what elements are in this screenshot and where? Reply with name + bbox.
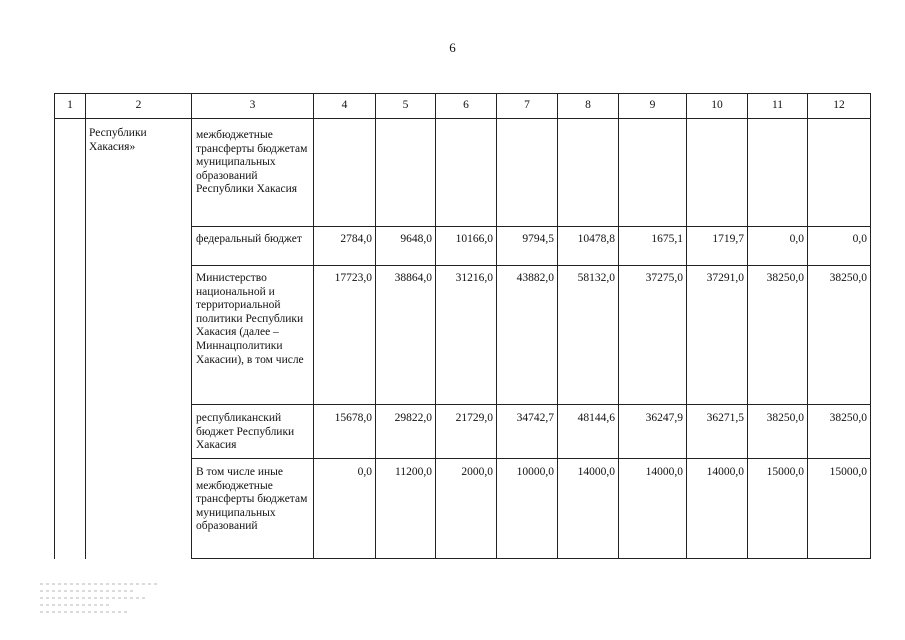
value-cell: 15000,0 [808,459,871,559]
value-cell: 38250,0 [748,266,808,405]
value-cell: 38864,0 [376,266,436,405]
header-cell: 10 [687,94,748,119]
value-cell [436,119,497,227]
value-cell: 2000,0 [436,459,497,559]
header-cell: 1 [55,94,86,119]
row-label: В том числе иные межбюджетные трансферты бюджетам муниципальных образований [192,459,314,559]
value-cell: 10166,0 [436,227,497,266]
value-cell: 43882,0 [497,266,558,405]
header-row [55,94,871,119]
value-cell: 31216,0 [436,266,497,405]
row-label: Министерство национальной и территориальной политики Республики Хакасия (далее – Миннацполитики Хакасии), в том числе [192,266,314,405]
value-cell: 36247,9 [619,405,687,459]
value-cell [314,119,376,227]
value-cell: 1719,7 [687,227,748,266]
region-cell: Республики Хакасия» [86,119,192,559]
value-cell: 34742,7 [497,405,558,459]
budget-table [54,93,871,559]
value-cell [808,119,871,227]
value-cell: 2784,0 [314,227,376,266]
value-cell: 36271,5 [687,405,748,459]
header-cell: 8 [558,94,619,119]
header-cell: 6 [436,94,497,119]
header-cell: 4 [314,94,376,119]
row-label: республиканский бюджет Республики Хакасия [192,405,314,459]
value-cell: 38250,0 [748,405,808,459]
value-cell: 38250,0 [808,405,871,459]
value-cell: 10478,8 [558,227,619,266]
value-cell: 17723,0 [314,266,376,405]
value-cell: 1675,1 [619,227,687,266]
header-cell: 9 [619,94,687,119]
header-cell: 5 [376,94,436,119]
value-cell [497,119,558,227]
value-cell: 48144,6 [558,405,619,459]
value-cell: 37275,0 [619,266,687,405]
value-cell: 0,0 [748,227,808,266]
value-cell: 14000,0 [687,459,748,559]
value-cell: 9648,0 [376,227,436,266]
number-cell [55,119,86,559]
row-label: межбюджетные трансферты бюджетам муниципальных образований Республики Хакасия [192,119,314,227]
faded-stamp-icon [40,578,158,622]
value-cell [748,119,808,227]
page-number: 6 [449,40,456,55]
value-cell: 21729,0 [436,405,497,459]
value-cell: 0,0 [314,459,376,559]
value-cell: 37291,0 [687,266,748,405]
value-cell: 15000,0 [748,459,808,559]
value-cell: 11200,0 [376,459,436,559]
value-cell [687,119,748,227]
value-cell: 14000,0 [558,459,619,559]
value-cell: 14000,0 [619,459,687,559]
value-cell: 9794,5 [497,227,558,266]
header-cell: 2 [86,94,192,119]
value-cell: 58132,0 [558,266,619,405]
value-cell: 0,0 [808,227,871,266]
value-cell: 38250,0 [808,266,871,405]
header-cell: 3 [192,94,314,119]
header-cell: 7 [497,94,558,119]
value-cell: 10000,0 [497,459,558,559]
table-row [55,119,871,227]
value-cell [619,119,687,227]
value-cell: 29822,0 [376,405,436,459]
row-label: федеральный бюджет [192,227,314,266]
value-cell [376,119,436,227]
header-cell: 12 [808,94,871,119]
header-cell: 11 [748,94,808,119]
value-cell: 15678,0 [314,405,376,459]
value-cell [558,119,619,227]
